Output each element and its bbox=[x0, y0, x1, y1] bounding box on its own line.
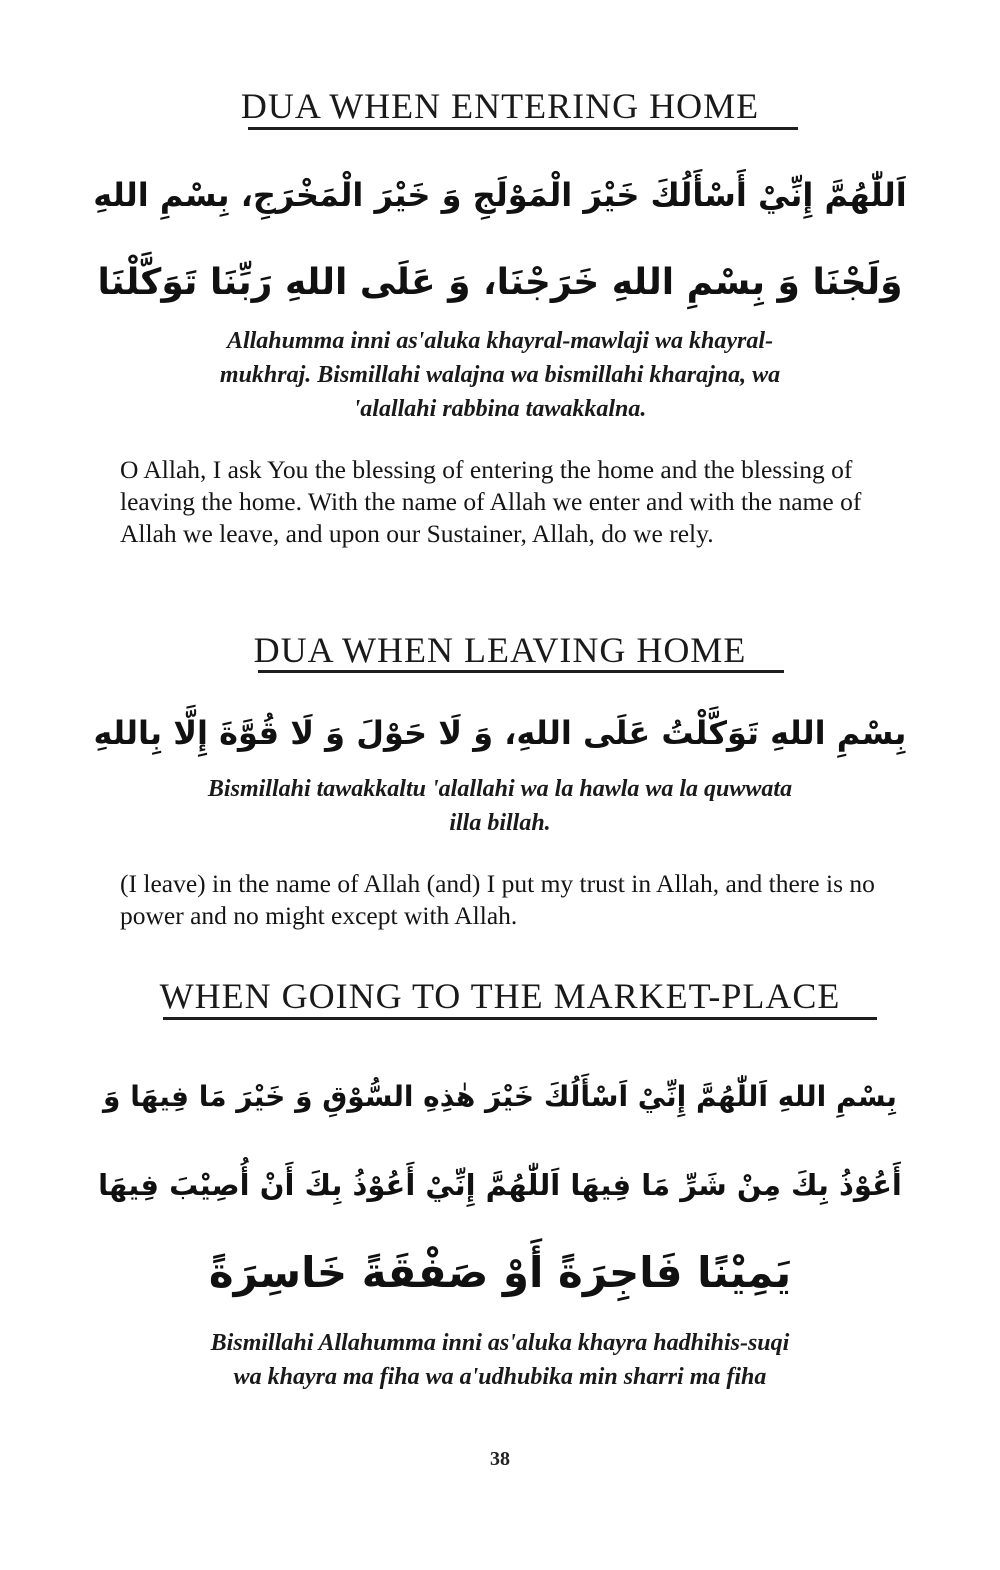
arabic-line: يَمِيْنًا فَاجِرَةً أَوْ صَفْقَةً خَاسِرَةً bbox=[208, 1248, 792, 1297]
heading-market-place: WHEN GOING TO THE MARKET-PLACE bbox=[159, 976, 841, 1016]
heading-underline bbox=[258, 670, 784, 673]
arabic-line: بِسْمِ اللهِ تَوَكَّلْتُ عَلَى اللهِ، وَ لَا حَوْلَ وَ لَا قُوَّةَ إِلَّا بِاللهِ bbox=[93, 714, 907, 752]
arabic-line: أَعُوْذُ بِكَ مِنْ شَرِّ مَا فِيهَا اَللّٰهُمَّ إِنِّيْ أَعُوْذُ بِكَ أَنْ أُصِيْبَ فِيهَا bbox=[98, 1168, 902, 1202]
translation-paragraph: (I leave) in the name of Allah (and) I put my trust in Allah, and there is no power and no might except with Allah. bbox=[120, 869, 875, 930]
transliteration-line: mukhraj. Bismillahi walajna wa bismillahi kharajna, wa bbox=[219, 362, 781, 388]
transliteration-line: Bismillahi tawakkaltu 'alallahi wa la hawla wa la quwwata bbox=[207, 776, 793, 802]
heading-underline bbox=[248, 127, 798, 130]
heading-entering-home: DUA WHEN ENTERING HOME bbox=[240, 86, 760, 126]
page-number: 38 bbox=[490, 1448, 510, 1470]
translation-paragraph: O Allah, I ask You the blessing of entering the home and the blessing of leaving the home. With the name of Allah we enter and with the name of Allah we leave, and upon our Sustainer, Allah, do we rely. bbox=[120, 455, 862, 548]
transliteration-line: Bismillahi Allahumma inni as'aluka khayra hadhihis-suqi bbox=[210, 1330, 790, 1356]
arabic-line: بِسْمِ اللهِ اَللّٰهُمَّ إِنِّيْ اَسْأَلُكَ خَيْرَ هٰذِهِ السُّوْقِ وَ خَيْرَ مَا فِيهَا وَ bbox=[103, 1080, 897, 1113]
heading-leaving-home: DUA WHEN LEAVING HOME bbox=[253, 630, 747, 670]
transliteration-line: 'alallahi rabbina tawakkalna. bbox=[353, 396, 647, 422]
arabic-line: وَلَجْنَا وَ بِسْمِ اللهِ خَرَجْنَا، وَ عَلَى اللهِ رَبِّنَا تَوَكَّلْنَا bbox=[97, 262, 903, 303]
arabic-line: اَللّٰهُمَّ إِنِّيْ أَسْأَلُكَ خَيْرَ الْمَوْلَجِ وَ خَيْرَ الْمَخْرَجِ، بِسْمِ اللهِ bbox=[93, 176, 907, 214]
transliteration-line: illa billah. bbox=[449, 810, 551, 836]
heading-underline bbox=[163, 1017, 877, 1020]
transliteration-line: wa khayra ma fiha wa a'udhubika min sharri ma fiha bbox=[233, 1364, 767, 1390]
transliteration-line: Allahumma inni as'aluka khayral-mawlaji wa khayral- bbox=[226, 328, 774, 354]
